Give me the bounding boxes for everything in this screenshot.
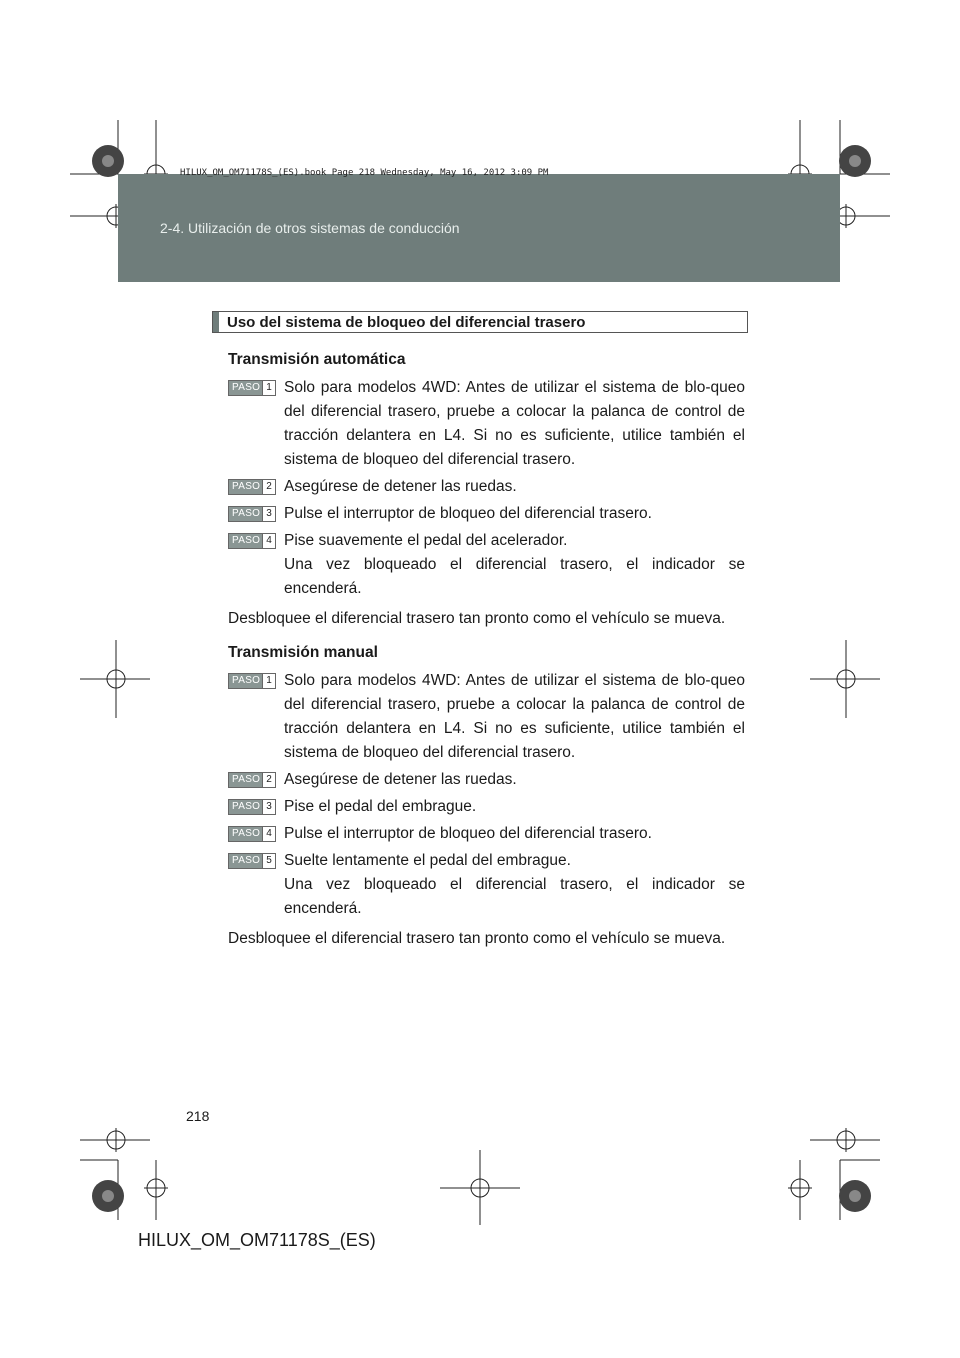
- step-note: Una vez bloqueado el diferencial trasero, el indicador se encenderá.: [284, 876, 745, 917]
- step-manual-2: [228, 768, 745, 792]
- step-badge: PASO 4: [228, 533, 276, 549]
- step-auto-1: [228, 376, 745, 472]
- closing-manual: Desbloquee el diferencial trasero tan pronto como el vehículo se mueva.: [228, 930, 726, 947]
- step-manual-1: [228, 669, 745, 765]
- step-note: Una vez bloqueado el diferencial trasero, el indicador se encenderá.: [284, 556, 745, 597]
- step-text: Asegúrese de detener las ruedas.: [284, 478, 517, 495]
- step-text: Asegúrese de detener las ruedas.: [284, 771, 517, 788]
- step-text: Pulse el interruptor de bloqueo del diferencial trasero.: [284, 505, 652, 522]
- step-manual-4: [228, 822, 745, 846]
- heading-automatic: Transmisión automática: [228, 351, 406, 368]
- step-text: Pise el pedal del embrague.: [284, 798, 477, 815]
- closing-automatic: Desbloquee el diferencial trasero tan pronto como el vehículo se mueva.: [228, 610, 726, 627]
- step-badge: PASO 3: [228, 799, 276, 815]
- step-badge: PASO 3: [228, 506, 276, 522]
- document-code: HILUX_OM_OM71178S_(ES): [138, 1230, 376, 1250]
- content: [228, 348, 745, 961]
- title-accent-bar: [213, 312, 219, 332]
- step-badge: PASO 5: [228, 853, 276, 869]
- step-badge: PASO 1: [228, 380, 276, 396]
- step-auto-4: [228, 529, 745, 601]
- book-info: HILUX_OM_OM71178S_(ES).book Page 218 Wednesday, May 16, 2012 3:09 PM: [180, 168, 549, 178]
- section-title: 2-4. Utilización de otros sistemas de conducción: [160, 220, 460, 236]
- page-number: 218: [186, 1108, 210, 1124]
- step-text: Pise suavemente el pedal del acelerador.: [284, 532, 568, 549]
- step-auto-3: [228, 502, 745, 526]
- step-auto-2: [228, 475, 745, 499]
- step-manual-3: [228, 795, 745, 819]
- step-badge: PASO 4: [228, 826, 276, 842]
- step-text: Suelte lentamente el pedal del embrague.: [284, 852, 571, 869]
- subsection-title-box: [212, 311, 748, 333]
- subsection-title: Uso del sistema de bloqueo del diferencial trasero: [227, 314, 586, 331]
- step-manual-5: [228, 849, 745, 921]
- step-text: Solo para modelos 4WD: Antes de utilizar el sistema de blo-queo del diferencial trasero, pruebe a colocar la palanca de control de tracción delantera en L4. Si no es suficiente, utilice también el sistema de bloqueo del diferencial trasero.: [284, 379, 745, 468]
- step-badge: PASO 2: [228, 772, 276, 788]
- step-badge: PASO 2: [228, 479, 276, 495]
- step-text: Solo para modelos 4WD: Antes de utilizar el sistema de blo-queo del diferencial trasero, pruebe a colocar la palanca de control de tracción delantera en L4. Si no es suficiente, utilice también el sistema de bloqueo del diferencial trasero.: [284, 672, 745, 761]
- step-badge: PASO 1: [228, 673, 276, 689]
- heading-manual: Transmisión manual: [228, 644, 378, 661]
- step-text: Pulse el interruptor de bloqueo del diferencial trasero.: [284, 825, 652, 842]
